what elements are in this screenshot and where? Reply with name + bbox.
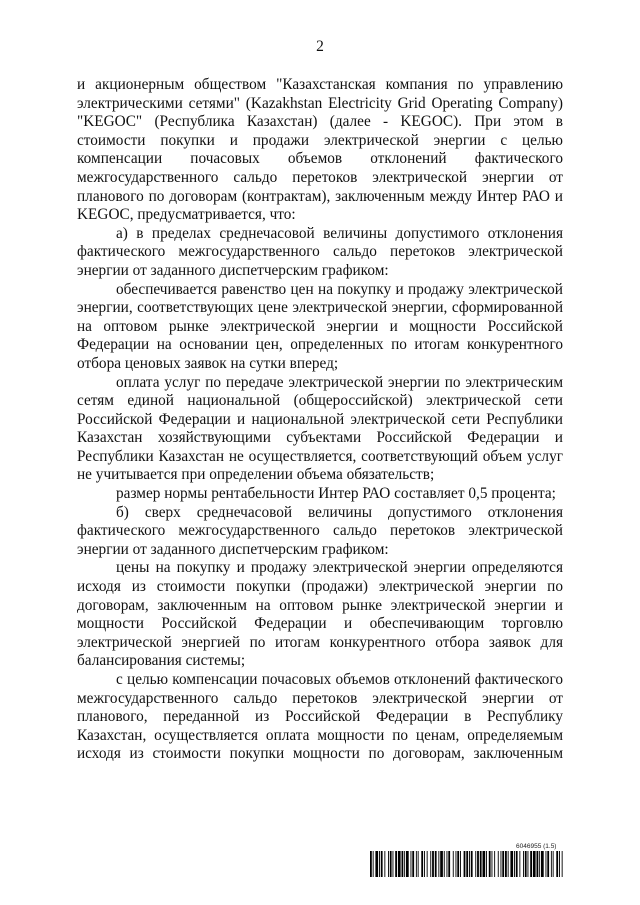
paragraph-item-b: б) сверх среднечасовой величины допустимого отклонения фактического межгосударственного сальдо перетоков электрической энергии от заданного диспетчерским графиком: bbox=[77, 503, 563, 558]
document-body bbox=[77, 76, 563, 764]
barcode-image bbox=[370, 851, 565, 877]
paragraph-item-a: а) в пределах среднечасовой величины допустимого отклонения фактического межгосударственного сальдо перетоков электрической энергии от заданного диспетчерским графиком: bbox=[77, 224, 563, 279]
page-number: 2 bbox=[316, 38, 324, 55]
paragraph-price-equality: обеспечивается равенство цен на покупку и продажу электрической энергии, соответствующих цене электрической энергии, сформированной на оптовом рынке электрической энергии и мощности Российской Федерации на основании цен, определенных по итогам конкурентного отбора ценовых заявок на сутки вперед; bbox=[77, 280, 563, 372]
paragraph-capacity-payment: с целью компенсации почасовых объемов отклонений фактического межгосударственного сальдо перетоков электрической энергии от планового, переданной из Российской Федерации в Республику Казахстан, осуществляется оплата мощности по ценам, определяемым исходя из стоимости покупки мощности по договорам, заключенным bbox=[77, 671, 563, 763]
paragraph-prices: цены на покупку и продажу электрической энергии определяются исходя из стоимости покупки (продажи) электрической энергии по договорам, заключенным на оптовом рынке электрической энергии и мощности Российской Федерации и обеспечивающим торговлю электрической энергией по итогам конкурентного отбора заявок для балансирования системы; bbox=[77, 559, 563, 670]
paragraph-intro: и акционерным обществом "Казахстанская компания по управлению электрическими сетями" (Kazakhstan Electricity Grid Operating Company) "KEGOC" (Республика Казахстан) (далее - KEGOC). При этом в стоимости покупки и продажи электрической энергии с целью компенсации почасовых объемов отклонений фактического межгосударственного сальдо перетоков электрической энергии от планового по договорам (контрактам), заключенным между Интер РАО и KEGOC, предусматривается, что: bbox=[77, 76, 563, 224]
paragraph-profitability: размер нормы рентабельности Интер РАО составляет 0,5 процента; bbox=[116, 485, 556, 503]
paragraph-transmission-services: оплата услуг по передаче электрической энергии по электрическим сетям единой национальной (общероссийской) электрической сети Российской Федерации и национальной электрической сети Республики Казахстан хозяйствующими субъектами Российской Федерации и Республики Казахстан не осуществляется, соответствующий объем услуг не учитывается при определении объема обязательств; bbox=[77, 373, 563, 484]
document-code: 6046955 (1.5) bbox=[516, 843, 557, 850]
